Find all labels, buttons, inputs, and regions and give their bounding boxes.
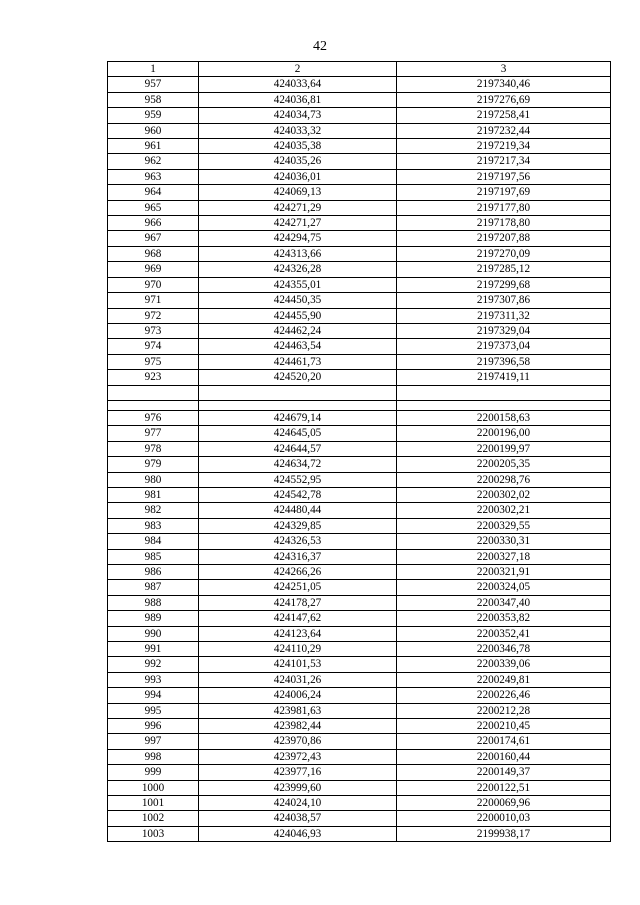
table-cell-col-1: 966 [108,216,199,231]
table-cell-col-2: 424006,24 [199,688,397,703]
table-cell-col-3 [397,400,611,410]
table-cell-col-2: 424266,26 [199,564,397,579]
table-cell-col-1: 1003 [108,826,199,841]
table-row [108,672,611,687]
table-cell-col-1: 984 [108,534,199,549]
table-cell-col-2: 424455,90 [199,308,397,323]
table-cell-col-3: 2197329,04 [397,323,611,338]
table-cell-col-1: 976 [108,410,199,425]
table-cell-col-2: 424101,53 [199,657,397,672]
table-cell-col-1: 974 [108,339,199,354]
table-row [108,231,611,246]
coordinates-table [107,61,611,842]
table-cell-col-2: 424178,27 [199,595,397,610]
table-row [108,323,611,338]
table-cell-col-3: 2200302,21 [397,503,611,518]
table-cell-col-1: 962 [108,154,199,169]
table-cell-col-1: 963 [108,169,199,184]
table-cell-col-2: 423982,44 [199,719,397,734]
table-row [108,626,611,641]
table-cell-col-3: 2200212,28 [397,703,611,718]
table-row [108,426,611,441]
table-cell-col-3: 2197307,86 [397,293,611,308]
table-cell-col-3: 2200339,06 [397,657,611,672]
table-row [108,595,611,610]
table-cell-col-3: 2200174,61 [397,734,611,749]
table-cell-col-3: 2200205,35 [397,457,611,472]
table-cell-col-1: 964 [108,185,199,200]
table-row [108,703,611,718]
table-cell-col-1: 992 [108,657,199,672]
table-cell-col-1: 981 [108,487,199,502]
table-cell-col-3: 2197270,09 [397,246,611,261]
table-cell-col-1: 961 [108,139,199,154]
table-cell-col-2: 424480,44 [199,503,397,518]
table-row [108,811,611,826]
table-row [108,354,611,369]
table-row [108,611,611,626]
table-cell-col-1: 959 [108,108,199,123]
table-cell-col-1: 982 [108,503,199,518]
table-cell-col-2: 424462,24 [199,323,397,338]
table-cell-col-1: 1001 [108,796,199,811]
header-cell-col-2: 2 [199,62,397,77]
table-cell-col-1: 965 [108,200,199,215]
table-cell-col-3: 2200010,03 [397,811,611,826]
table-cell-col-2: 424251,05 [199,580,397,595]
table-row [108,518,611,533]
table-cell-col-3: 2197419,11 [397,370,611,385]
table-cell-col-3: 2200324,05 [397,580,611,595]
table-row [108,400,611,410]
table-cell-col-3: 2197340,46 [397,77,611,92]
table-cell-col-3: 2197276,69 [397,92,611,107]
table-cell-col-3: 2200199,97 [397,441,611,456]
table-cell-col-3: 2200330,31 [397,534,611,549]
table-cell-col-1: 970 [108,277,199,292]
table-row [108,139,611,154]
table-cell-col-3: 2200122,51 [397,780,611,795]
table-cell-col-2: 423981,63 [199,703,397,718]
header-cell-col-3: 3 [397,62,611,77]
table-cell-col-3: 2200069,96 [397,796,611,811]
table-cell-col-1: 958 [108,92,199,107]
table-row [108,826,611,841]
table-row [108,339,611,354]
table-row [108,441,611,456]
table-cell-col-2: 424123,64 [199,626,397,641]
table-row [108,108,611,123]
table-cell-col-3: 2197396,58 [397,354,611,369]
table-row [108,580,611,595]
table-cell-col-3: 2197285,12 [397,262,611,277]
table-cell-col-1: 998 [108,749,199,764]
table-row [108,472,611,487]
table-cell-col-3: 2197219,34 [397,139,611,154]
table-row [108,277,611,292]
table-cell-col-2: 424046,93 [199,826,397,841]
table-cell-col-2: 424036,81 [199,92,397,107]
table-row [108,262,611,277]
table-cell-col-1: 969 [108,262,199,277]
table-cell-col-2: 424326,53 [199,534,397,549]
table-cell-col-3: 2200327,18 [397,549,611,564]
table-row [108,308,611,323]
table-cell-col-1: 973 [108,323,199,338]
table-cell-col-2: 424271,29 [199,200,397,215]
table-cell-col-2: 424038,57 [199,811,397,826]
table-row [108,780,611,795]
table-cell-col-1: 988 [108,595,199,610]
table-cell-col-2: 424461,73 [199,354,397,369]
table-cell-col-2: 424035,38 [199,139,397,154]
table-cell-col-2: 424552,95 [199,472,397,487]
table-cell-col-2: 424542,78 [199,487,397,502]
table-cell-col-1: 972 [108,308,199,323]
table-cell-col-1: 957 [108,77,199,92]
table-cell-col-2: 424329,85 [199,518,397,533]
table-cell-col-2: 424036,01 [199,169,397,184]
table-cell-col-1: 987 [108,580,199,595]
table-row [108,385,611,400]
table-cell-col-3: 2200226,46 [397,688,611,703]
table-row [108,765,611,780]
table-cell-col-3: 2197311,32 [397,308,611,323]
table-row [108,216,611,231]
table-cell-col-2: 424520,20 [199,370,397,385]
table-cell-col-1: 994 [108,688,199,703]
table-cell-col-2: 424271,27 [199,216,397,231]
table-row [108,503,611,518]
table-row [108,796,611,811]
table-cell-col-1: 960 [108,123,199,138]
table-cell-col-2: 424033,64 [199,77,397,92]
table-cell-col-3: 2200160,44 [397,749,611,764]
table-cell-col-1: 923 [108,370,199,385]
table-cell-col-2: 424316,37 [199,549,397,564]
table-cell-col-1 [108,400,199,410]
table-cell-col-3: 2197258,41 [397,108,611,123]
table-row [108,534,611,549]
table-cell-col-1: 991 [108,642,199,657]
table-header-row [108,62,611,77]
table-cell-col-1: 983 [108,518,199,533]
table-row [108,487,611,502]
table-row [108,657,611,672]
table-cell-col-2: 423972,43 [199,749,397,764]
table-cell-col-2: 424355,01 [199,277,397,292]
table-cell-col-2: 423977,16 [199,765,397,780]
table-cell-col-1: 999 [108,765,199,780]
table-cell-col-3: 2199938,17 [397,826,611,841]
page-number: 42 [313,39,327,54]
table-row [108,688,611,703]
table-cell-col-2: 424147,62 [199,611,397,626]
table-row [108,719,611,734]
table-cell-col-3: 2200210,45 [397,719,611,734]
table-row [108,123,611,138]
table-cell-col-1 [108,385,199,400]
table-row [108,154,611,169]
table-cell-col-1: 996 [108,719,199,734]
table-row [108,734,611,749]
table-cell-col-3 [397,385,611,400]
table-row [108,457,611,472]
table-row [108,549,611,564]
table-row [108,410,611,425]
table-body [108,77,611,842]
table-cell-col-1: 993 [108,672,199,687]
table-cell-col-2: 424031,26 [199,672,397,687]
table-cell-col-2: 424463,54 [199,339,397,354]
table-cell-col-1: 980 [108,472,199,487]
table-row [108,185,611,200]
table-cell-col-2: 424313,66 [199,246,397,261]
table-cell-col-2: 424033,32 [199,123,397,138]
table-cell-col-3: 2197217,34 [397,154,611,169]
table-cell-col-3: 2200321,91 [397,564,611,579]
table-cell-col-2: 424645,05 [199,426,397,441]
table-cell-col-3: 2197232,44 [397,123,611,138]
table-cell-col-2: 424450,35 [199,293,397,308]
table-cell-col-2: 424294,75 [199,231,397,246]
table-cell-col-1: 971 [108,293,199,308]
table-cell-col-2: 424069,13 [199,185,397,200]
table-cell-col-1: 968 [108,246,199,261]
table-cell-col-2: 423999,60 [199,780,397,795]
table-cell-col-1: 975 [108,354,199,369]
table-cell-col-2: 424034,73 [199,108,397,123]
table-cell-col-2 [199,400,397,410]
table-cell-col-2 [199,385,397,400]
table-cell-col-3: 2197197,56 [397,169,611,184]
table-cell-col-1: 985 [108,549,199,564]
table-cell-col-2: 424634,72 [199,457,397,472]
table-cell-col-3: 2200298,76 [397,472,611,487]
table-cell-col-3: 2200353,82 [397,611,611,626]
table-cell-col-1: 979 [108,457,199,472]
table-row [108,642,611,657]
table-cell-col-1: 997 [108,734,199,749]
table-cell-col-1: 989 [108,611,199,626]
table-cell-col-3: 2197178,80 [397,216,611,231]
table-row [108,749,611,764]
table-cell-col-3: 2200346,78 [397,642,611,657]
table-cell-col-3: 2200352,41 [397,626,611,641]
table-cell-col-3: 2200249,81 [397,672,611,687]
table-cell-col-1: 1002 [108,811,199,826]
table-cell-col-3: 2200158,63 [397,410,611,425]
table-cell-col-2: 424035,26 [199,154,397,169]
table-cell-col-3: 2200149,37 [397,765,611,780]
table-cell-col-1: 995 [108,703,199,718]
table-row [108,246,611,261]
header-cell-col-1: 1 [108,62,199,77]
table-cell-col-3: 2200329,55 [397,518,611,533]
table-cell-col-2: 424679,14 [199,410,397,425]
table-cell-col-1: 978 [108,441,199,456]
table-cell-col-1: 986 [108,564,199,579]
table-cell-col-2: 424024,10 [199,796,397,811]
table-row [108,370,611,385]
table-row [108,200,611,215]
table-cell-col-3: 2197299,68 [397,277,611,292]
table-row [108,92,611,107]
table-row [108,77,611,92]
table-cell-col-3: 2200347,40 [397,595,611,610]
table-cell-col-3: 2200196,00 [397,426,611,441]
table-cell-col-1: 967 [108,231,199,246]
table-cell-col-3: 2197197,69 [397,185,611,200]
table-cell-col-3: 2197177,80 [397,200,611,215]
table-row [108,293,611,308]
table-cell-col-1: 977 [108,426,199,441]
table-row [108,564,611,579]
table-cell-col-3: 2197373,04 [397,339,611,354]
table-cell-col-3: 2197207,88 [397,231,611,246]
table-cell-col-3: 2200302,02 [397,487,611,502]
table-cell-col-1: 1000 [108,780,199,795]
table-cell-col-1: 990 [108,626,199,641]
table-cell-col-2: 424326,28 [199,262,397,277]
table-cell-col-2: 424644,57 [199,441,397,456]
table-row [108,169,611,184]
table-cell-col-2: 424110,29 [199,642,397,657]
table-cell-col-2: 423970,86 [199,734,397,749]
